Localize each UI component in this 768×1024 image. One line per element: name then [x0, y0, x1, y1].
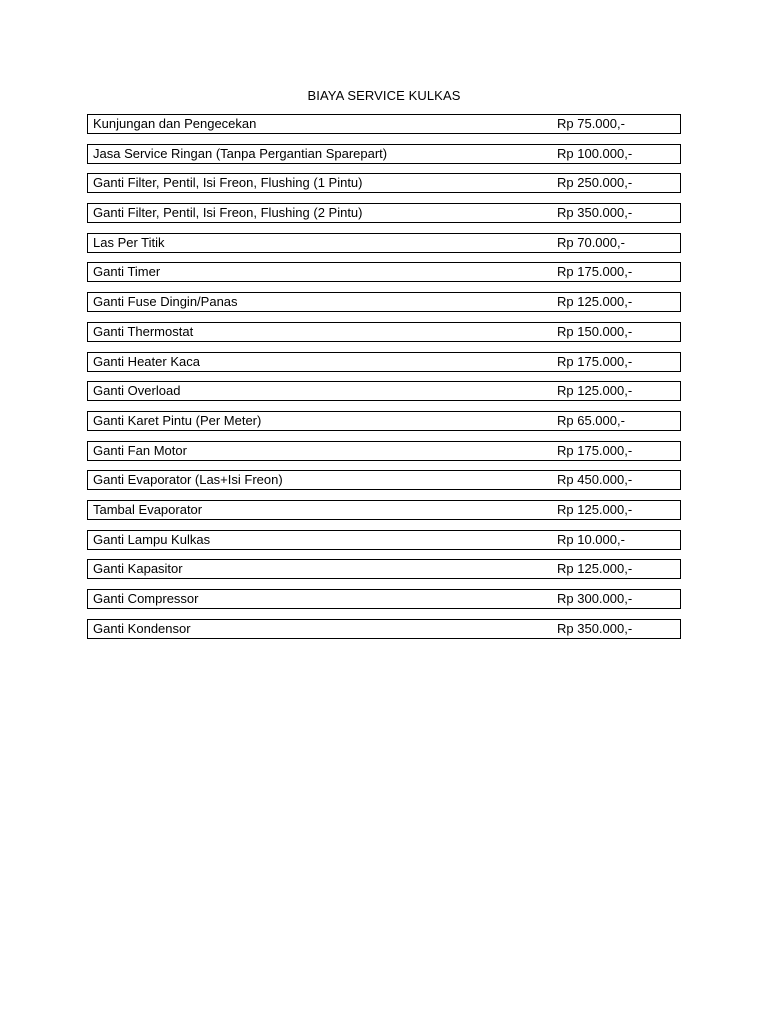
table-row	[87, 441, 681, 461]
table-row	[87, 411, 681, 431]
service-price: Rp 175.000,-	[557, 442, 633, 458]
table-row	[87, 203, 681, 223]
service-price: Rp 250.000,-	[557, 175, 633, 191]
service-price: Rp 100.000,-	[557, 145, 633, 161]
price-list	[87, 114, 681, 648]
service-price: Rp 10.000,-	[557, 531, 625, 547]
service-name: Tambal Evaporator	[93, 501, 203, 517]
service-name: Ganti Lampu Kulkas	[93, 531, 211, 547]
table-row	[87, 114, 681, 134]
service-name: Ganti Karet Pintu (Per Meter)	[93, 412, 262, 428]
service-price: Rp 450.000,-	[557, 472, 633, 488]
service-name: Kunjungan dan Pengecekan	[93, 116, 257, 131]
table-row	[87, 262, 681, 282]
table-row	[87, 589, 681, 609]
service-name: Ganti Kapasitor	[93, 561, 183, 577]
service-price: Rp 350.000,-	[557, 620, 633, 636]
service-price: Rp 125.000,-	[557, 383, 633, 399]
service-name: Ganti Evaporator (Las+Isi Freon)	[93, 472, 283, 488]
table-row	[87, 352, 681, 372]
service-name: Ganti Filter, Pentil, Isi Freon, Flushing (1 Pintu)	[93, 175, 363, 191]
service-price: Rp 125.000,-	[557, 294, 633, 310]
service-name: Ganti Compressor	[93, 591, 199, 606]
page-title: BIAYA SERVICE KULKAS	[307, 88, 461, 103]
service-name: Ganti Fuse Dingin/Panas	[93, 294, 238, 310]
service-name: Las Per Titik	[93, 234, 165, 250]
table-row	[87, 233, 681, 253]
service-name: Ganti Thermostat	[93, 323, 194, 339]
table-row	[87, 500, 681, 520]
service-price: Rp 125.000,-	[557, 561, 633, 577]
service-name: Ganti Filter, Pentil, Isi Freon, Flushing (2 Pintu)	[93, 205, 363, 221]
table-row	[87, 470, 681, 490]
table-row	[87, 173, 681, 193]
service-price: Rp 175.000,-	[557, 353, 633, 369]
service-price: Rp 65.000,-	[557, 412, 625, 428]
service-name: Ganti Timer	[93, 264, 161, 280]
table-row	[87, 381, 681, 401]
service-price: Rp 125.000,-	[557, 501, 633, 517]
service-name: Ganti Overload	[93, 383, 181, 399]
service-price: Rp 70.000,-	[557, 234, 625, 250]
service-price: Rp 175.000,-	[557, 264, 633, 280]
table-row	[87, 292, 681, 312]
service-name: Ganti Heater Kaca	[93, 353, 200, 369]
service-name: Ganti Fan Motor	[93, 442, 187, 458]
service-price: Rp 350.000,-	[557, 205, 633, 221]
table-row	[87, 559, 681, 579]
service-price: Rp 150.000,-	[557, 323, 633, 339]
table-row	[87, 144, 681, 164]
service-price: Rp 75.000,-	[557, 116, 625, 131]
service-name: Jasa Service Ringan (Tanpa Pergantian Sparepart)	[93, 145, 388, 161]
service-name: Ganti Kondensor	[93, 620, 191, 636]
table-row	[87, 530, 681, 550]
table-row	[87, 619, 681, 639]
table-row	[87, 322, 681, 342]
service-price: Rp 300.000,-	[557, 591, 633, 606]
